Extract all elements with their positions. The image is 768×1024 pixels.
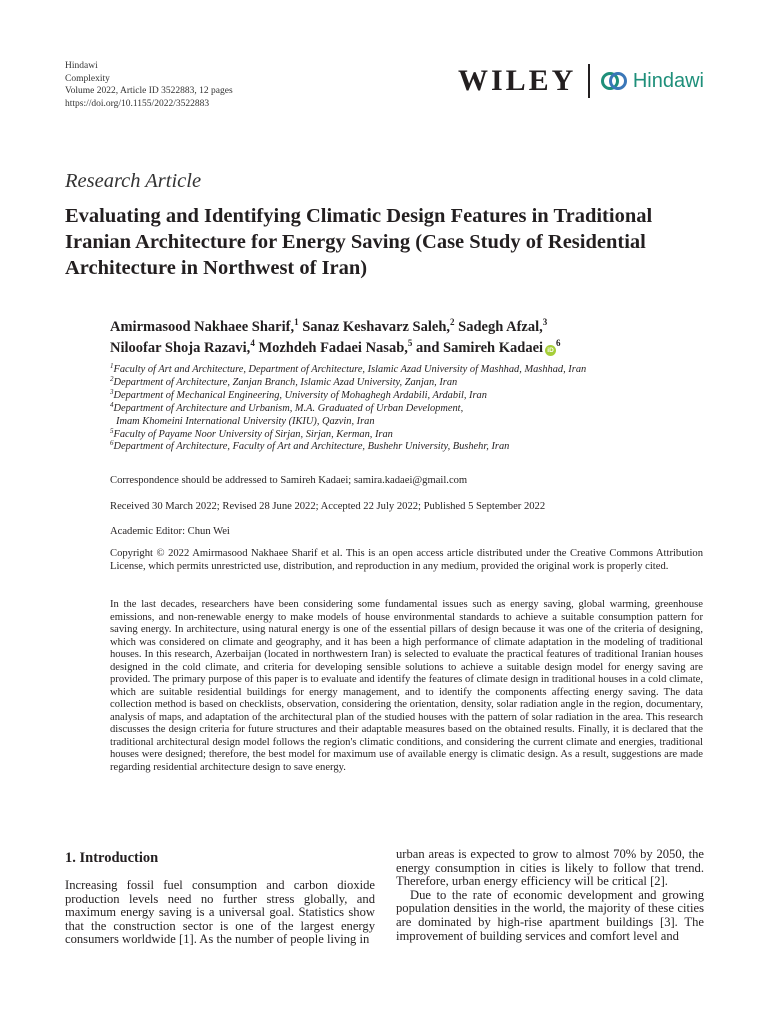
author-name: Mozhdeh Fadaei Nasab,	[258, 340, 408, 356]
affiliation-list	[110, 364, 720, 454]
author-list	[110, 317, 720, 359]
journal-publisher: Hindawi	[65, 61, 98, 71]
copyright-notice: Copyright © 2022 Amirmasood Nakhaee Sharif et al. This is an open access article distributed under the Creative Commons Attribution License, which permits unrestricted use, distribution, and reproduction in any medium, provided the original work is properly cited.	[110, 548, 703, 572]
author-affiliation-number: 5	[407, 338, 413, 348]
publication-dates: Received 30 March 2022; Revised 28 June 2022; Accepted 22 July 2022; Published 5 September 2022	[110, 501, 546, 512]
affiliation-item	[110, 426, 720, 442]
publisher-logos	[458, 64, 704, 98]
author-affiliation-number: 1	[294, 317, 299, 327]
orcid-icon[interactable]: iD	[545, 345, 556, 356]
affiliation-item	[110, 387, 720, 403]
hindawi-logo	[600, 70, 704, 93]
affiliation-text: Department of Architecture, Zanjan Branch, Islamic Azad University, Zanjan, Iran	[113, 376, 458, 388]
section-heading-introduction: 1. Introduction	[65, 850, 159, 866]
article-type: Research Article	[65, 170, 202, 192]
author-name: Sadegh Afzal,	[458, 319, 543, 335]
journal-name: Complexity	[65, 73, 110, 84]
affiliation-text: Department of Mechanical Engineering, University of Mohaghegh Ardabili, Ardabil, Iran	[113, 389, 487, 401]
affiliation-number: 1	[110, 362, 114, 370]
affiliation-text: Faculty of Art and Architecture, Department of Architecture, Islamic Azad University of Mashhad, Mashhad, Iran	[113, 364, 587, 375]
affiliation-number: 2	[110, 374, 114, 383]
author-name: Amirmasood Nakhaee Sharif,	[110, 319, 295, 335]
author-affiliation-number: 2	[450, 317, 455, 327]
affiliation-text: Department of Architecture, Faculty of Art and Architecture, Bushehr University, Bushehr, Iran	[113, 441, 510, 453]
affiliation-item	[110, 364, 720, 377]
author-affiliation-number: 3	[542, 317, 548, 327]
wiley-logo: WILEY	[457, 64, 577, 97]
journal-doi[interactable]: https://doi.org/10.1155/2022/3522883	[65, 98, 210, 109]
correspondence: Correspondence should be addressed to Samireh Kadaei; samira.kadaei@gmail.com	[110, 475, 468, 486]
logo-divider	[588, 64, 590, 98]
author-name: Niloofar Shoja Razavi,	[110, 340, 251, 356]
affiliation-text: Faculty of Payame Noor University of Sirjan, Sirjan, Kerman, Iran	[113, 428, 393, 440]
body-column-left	[65, 879, 375, 947]
affiliation-number: 5	[110, 426, 114, 435]
affiliation-item	[110, 400, 720, 416]
body-paragraph: Due to the rate of economic development and growing population densities in the world, the majority of these cities are dominated by high-rise apartment buildings [3]. The improvement of building services and comfort level and	[396, 887, 704, 943]
body-paragraph: urban areas is expected to grow to almost 70% by 2050, the energy consumption in cities is likely to follow that trend. Therefore, urban energy efficiency will be critical [2].	[396, 847, 704, 889]
abstract: In the last decades, researchers have been considering some fundamental issues such as energy saving, global warming, greenhouse emissions, and non-renewable energy to make models of house environmental standards to achieve a suitable consumption pattern for saving energy. In architecture, using natural energy is one of the essential pillars of design because it was one of the criteria of designing, which was considered on climate and geography, and it has been a high performance of climate adaptation in the modeling of traditional houses. In this research, Azerbaijan (located in northwestern Iran) is selected to evaluate the practical features of traditional Iranian houses designed in the cold climate, and criteria for developing sensible solutions to achieve a suitable design model for energy saving are provided. The primary purpose of this paper is to evaluate and identify the features of climate design in traditional houses in a cold climate, which are suitable residential buildings for energy management, and to identify the components affecting energy saving. The data collection method is based on checklists, observation, considering the orientation, density, solar radiation angle in the region, documentary, analysis of maps, and adaptation of the architectural plan of the studied houses with the pattern of solar radiation in the area. This research discusses the design criteria for future structures and their adaptable measures based on the obtained results. Finally, it is declared that the traditional architectural design model follows the region's climatic conditions, and considering the current climate and energies, traditional houses were designed; therefore, the best model for maximum use of available energy is climatic design. As a result, suggestions are made regarding residential architecture design to save energy.	[110, 599, 703, 773]
affiliation-text: Department of Architecture and Urbanism, M.A. Graduated of Urban Development,	[113, 402, 464, 414]
body-paragraph: Increasing fossil fuel consumption and carbon dioxide production levels need no further stress globally, and maximum energy saving is a universal goal. Statistics show that the construction sector is one of the largest energy consumers worldwide [1]. As the number of people living in	[65, 878, 375, 947]
body-column-right	[396, 848, 704, 943]
author-affiliation-number: 4	[250, 338, 255, 348]
affiliation-number: 6	[110, 439, 114, 448]
affiliation-number: 3	[110, 387, 114, 396]
affiliation-item	[110, 416, 720, 429]
author-name: Sanaz Keshavarz Saleh,	[302, 319, 451, 335]
journal-volume: Volume 2022, Article ID 3522883, 12 pages	[65, 86, 233, 96]
author-affiliation-number: 6	[556, 338, 561, 348]
affiliation-item	[110, 374, 720, 390]
affiliation-item	[110, 441, 720, 454]
journal-meta	[65, 60, 233, 110]
academic-editor: Academic Editor: Chun Wei	[110, 526, 230, 537]
author-name: and Samireh Kadaei	[416, 340, 544, 356]
affiliation-text: Imam Khomeini International University (IKIU), Qazvin, Iran	[116, 415, 375, 427]
affiliation-number: 4	[110, 400, 114, 409]
hindawi-rings-icon	[600, 71, 628, 91]
hindawi-wordmark: Hindawi	[632, 69, 704, 92]
article-title: Evaluating and Identifying Climatic Design Features in Traditional Iranian Architecture for Energy Saving (Case Study of Residential Architecture in Northwest of Iran)	[65, 205, 653, 279]
